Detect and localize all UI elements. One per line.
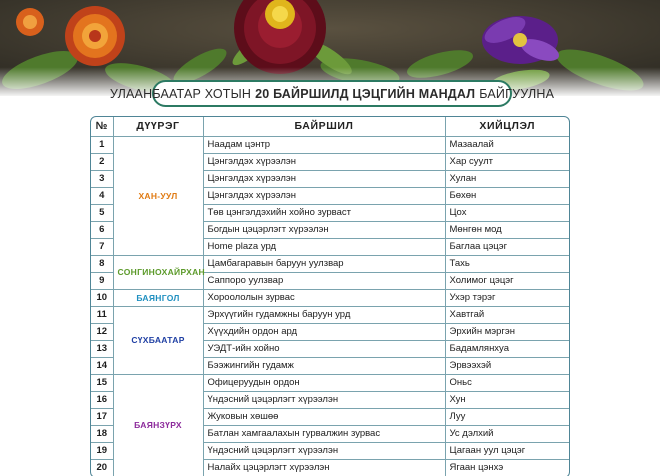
district-songinokhairkhan: СОНГИНОХАЙРХАН bbox=[113, 255, 203, 289]
table-row bbox=[91, 374, 569, 391]
location-cell: Цэнгэлдэх хүрээлэн bbox=[203, 153, 445, 170]
row-number: 17 bbox=[91, 408, 113, 425]
location-cell: Эрхүүгийн гудамжны баруун урд bbox=[203, 306, 445, 323]
row-number: 15 bbox=[91, 374, 113, 391]
flower-cell: Ухэр тэрэг bbox=[445, 289, 569, 306]
district-sukhbaatar: СҮХБААТАР bbox=[113, 306, 203, 374]
district-bayangol: БАЯНГОЛ bbox=[113, 289, 203, 306]
row-number: 11 bbox=[91, 306, 113, 323]
flower-cell: Луу bbox=[445, 408, 569, 425]
district-bayanzurkh: БАЯНЗҮРХ bbox=[113, 374, 203, 476]
flower-cell: Хулан bbox=[445, 170, 569, 187]
flower-cell: Тахь bbox=[445, 255, 569, 272]
location-cell: Цэнгэлдэх хүрээлэн bbox=[203, 187, 445, 204]
location-cell: Хороололын зурвас bbox=[203, 289, 445, 306]
header-district: ДҮҮРЭГ bbox=[113, 117, 203, 136]
header-location: БАЙРШИЛ bbox=[203, 117, 445, 136]
flower-cell: Эрхийн мэргэн bbox=[445, 323, 569, 340]
location-cell: Үндэсний цэцэрлэгт хүрээлэн bbox=[203, 391, 445, 408]
location-cell: Хүүхдийн ордон ард bbox=[203, 323, 445, 340]
location-cell: Үндэсний цэцэрлэгт хүрээлэн bbox=[203, 442, 445, 459]
location-cell: Наадам цэнтр bbox=[203, 136, 445, 153]
row-number: 6 bbox=[91, 221, 113, 238]
row-number: 5 bbox=[91, 204, 113, 221]
flower-cell: Бөхөн bbox=[445, 187, 569, 204]
row-number: 9 bbox=[91, 272, 113, 289]
flower-cell: Хавтгай bbox=[445, 306, 569, 323]
flower-bed-table bbox=[90, 116, 570, 476]
row-number: 20 bbox=[91, 459, 113, 476]
location-cell: Цэнгэлдэх хүрээлэн bbox=[203, 170, 445, 187]
title-banner bbox=[109, 80, 555, 107]
banner-text-part1: УЛААНБААТАР ХОТЫН bbox=[109, 86, 252, 101]
flower-cell: Баглаа цэцэг bbox=[445, 238, 569, 255]
flower-cell: Ус дэлхий bbox=[445, 425, 569, 442]
flower-cell: Мөнгөн мод bbox=[445, 221, 569, 238]
district-khan-uul: ХАН-УУЛ bbox=[113, 136, 203, 255]
row-number: 18 bbox=[91, 425, 113, 442]
flower-cell: Ягаан цэнхэ bbox=[445, 459, 569, 476]
row-number: 8 bbox=[91, 255, 113, 272]
flower-cell: Мазаалай bbox=[445, 136, 569, 153]
location-cell: Батлан хамгаалахын гурвалжин зурвас bbox=[203, 425, 445, 442]
location-cell: Саппоро уулзвар bbox=[203, 272, 445, 289]
row-number: 1 bbox=[91, 136, 113, 153]
flower-cell: Оньс bbox=[445, 374, 569, 391]
flower-cell: Цагаан уул цэцэг bbox=[445, 442, 569, 459]
location-cell: Home plaza урд bbox=[203, 238, 445, 255]
row-number: 13 bbox=[91, 340, 113, 357]
header-num: № bbox=[91, 117, 113, 136]
row-number: 7 bbox=[91, 238, 113, 255]
banner-text-part3: БАЙГУУЛНА bbox=[479, 86, 555, 101]
flower-cell: Хар суулт bbox=[445, 153, 569, 170]
location-cell: Налайх цэцэрлэгт хүрээлэн bbox=[203, 459, 445, 476]
table-row bbox=[91, 306, 569, 323]
flower-cell: Хун bbox=[445, 391, 569, 408]
flower-cell: Цох bbox=[445, 204, 569, 221]
row-number: 10 bbox=[91, 289, 113, 306]
flower-cell: Эрвээхэй bbox=[445, 357, 569, 374]
row-number: 14 bbox=[91, 357, 113, 374]
table-row bbox=[91, 255, 569, 272]
row-number: 16 bbox=[91, 391, 113, 408]
row-number: 19 bbox=[91, 442, 113, 459]
header-flower: ХИЙЦЛЭЛ bbox=[445, 117, 569, 136]
table-row bbox=[91, 136, 569, 153]
location-cell: Офицеруудын ордон bbox=[203, 374, 445, 391]
flower-cell: Холимог цэцэг bbox=[445, 272, 569, 289]
flower-cell: Бадамлянхуа bbox=[445, 340, 569, 357]
row-number: 4 bbox=[91, 187, 113, 204]
table-header-row bbox=[91, 117, 569, 136]
banner-text-part2: 20 БАЙРШИЛД ЦЭЦГИЙН МАНДАЛ bbox=[255, 86, 476, 101]
row-number: 12 bbox=[91, 323, 113, 340]
location-cell: Цамбагаравын баруун уулзвар bbox=[203, 255, 445, 272]
row-number: 2 bbox=[91, 153, 113, 170]
row-number: 3 bbox=[91, 170, 113, 187]
table-row bbox=[91, 289, 569, 306]
location-cell: Бээжингийн гудамж bbox=[203, 357, 445, 374]
location-cell: УЭДТ-ийн хойно bbox=[203, 340, 445, 357]
location-cell: Жуковын хөшөө bbox=[203, 408, 445, 425]
location-cell: Төв цэнгэлдэхийн хойно зурваст bbox=[203, 204, 445, 221]
location-cell: Богдын цэцэрлэгт хүрээлэн bbox=[203, 221, 445, 238]
